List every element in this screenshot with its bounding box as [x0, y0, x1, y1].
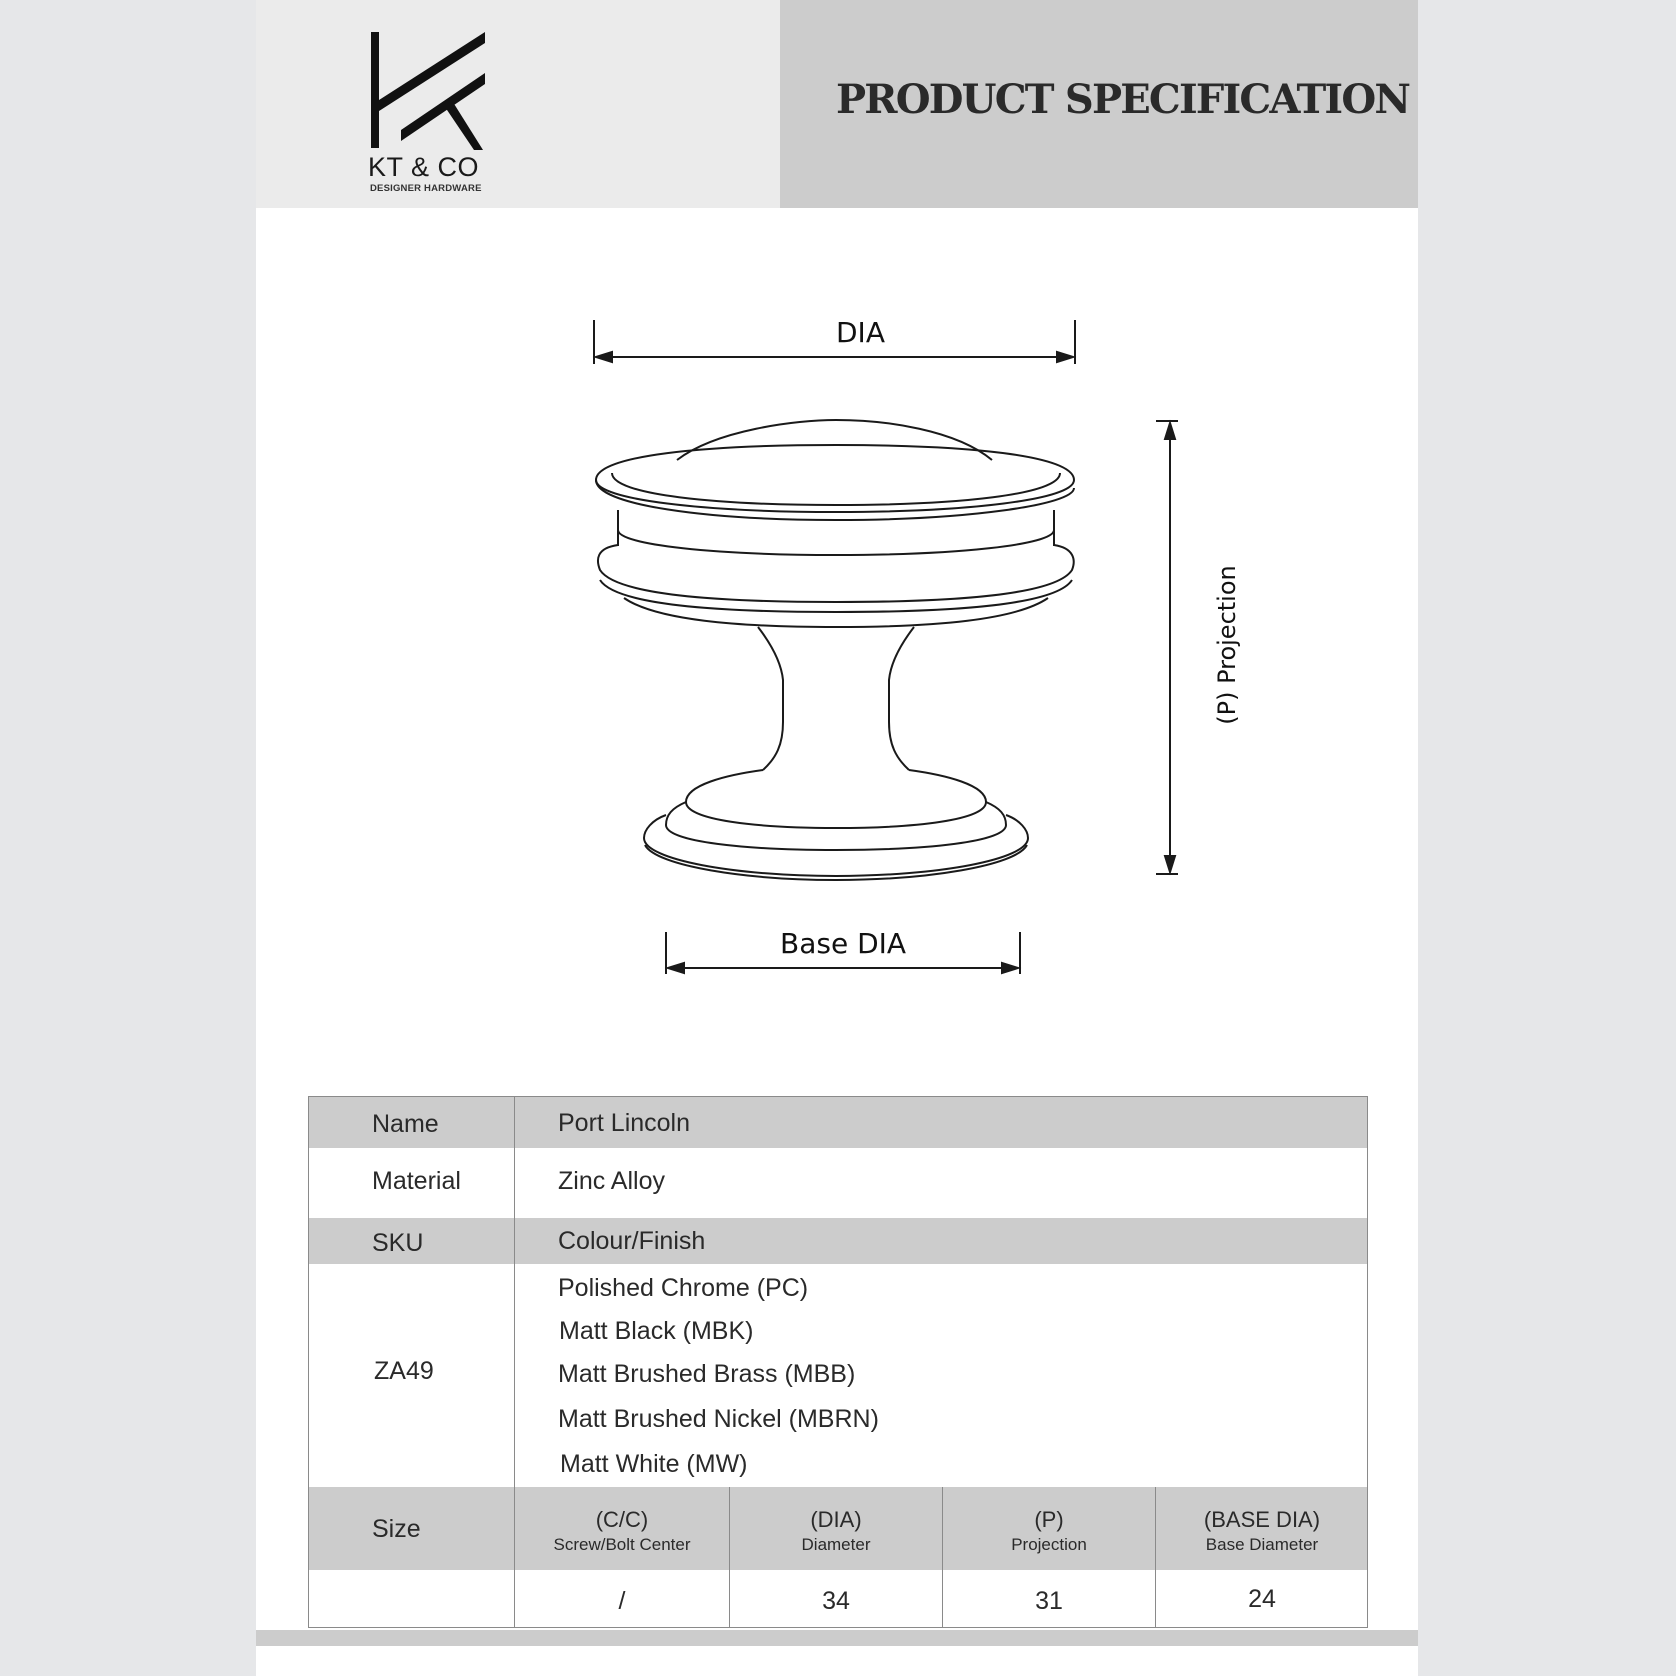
knob-line-drawing — [256, 0, 1418, 1000]
projection-dimension-label: (P) Projection — [1212, 565, 1241, 725]
spec-sheet-page — [256, 0, 1418, 1676]
size-desc: Base Diameter — [1205, 1535, 1319, 1554]
size-label: Size — [372, 1515, 421, 1543]
size-desc: Diameter — [801, 1535, 871, 1554]
name-label: Name — [372, 1110, 439, 1138]
table-row-name — [309, 1097, 1367, 1148]
size-code: (C/C) — [595, 1507, 649, 1532]
finish-item: Matt Black (MBK) — [559, 1317, 754, 1345]
size-code: (DIA) — [810, 1507, 862, 1532]
finish-item: Polished Chrome (PC) — [558, 1274, 809, 1302]
table-row-sku — [309, 1218, 1367, 1264]
size-value-dia: 34 — [822, 1587, 850, 1615]
size-code: (BASE DIA) — [1203, 1507, 1321, 1532]
brand-tagline: DESIGNER HARDWARE — [370, 183, 482, 194]
finish-item: Matt Brushed Brass (MBB) — [558, 1360, 856, 1388]
finish-item: Matt White (MW) — [560, 1450, 748, 1478]
size-code: (P) — [1034, 1507, 1064, 1532]
size-header-base-dia — [1156, 1507, 1368, 1555]
size-value-projection: 31 — [1035, 1587, 1063, 1615]
size-desc: Projection — [1011, 1535, 1087, 1554]
size-header-projection — [943, 1507, 1155, 1555]
size-value-cc: / — [618, 1587, 626, 1615]
size-desc: Screw/Bolt Center — [553, 1535, 691, 1554]
material-label: Material — [372, 1167, 461, 1195]
material-value: Zinc Alloy — [558, 1167, 665, 1195]
page-title: PRODUCT SPECIFICATION — [836, 76, 1410, 123]
name-value: Port Lincoln — [558, 1109, 691, 1137]
sku-label: SKU — [372, 1229, 424, 1257]
brand-name: KT & CO — [368, 152, 480, 182]
finish-item: Matt Brushed Nickel (MBRN) — [558, 1405, 879, 1433]
size-header-cc — [515, 1507, 729, 1555]
spec-table — [308, 1096, 1368, 1628]
dia-dimension-label: DIA — [836, 316, 885, 349]
sku-value: ZA49 — [374, 1357, 434, 1385]
size-header-dia — [730, 1507, 942, 1555]
size-value-base-dia: 24 — [1248, 1585, 1276, 1613]
finish-label: Colour/Finish — [558, 1227, 706, 1255]
base-dia-dimension-label: Base DIA — [780, 927, 907, 960]
footer-bar — [256, 1630, 1418, 1646]
